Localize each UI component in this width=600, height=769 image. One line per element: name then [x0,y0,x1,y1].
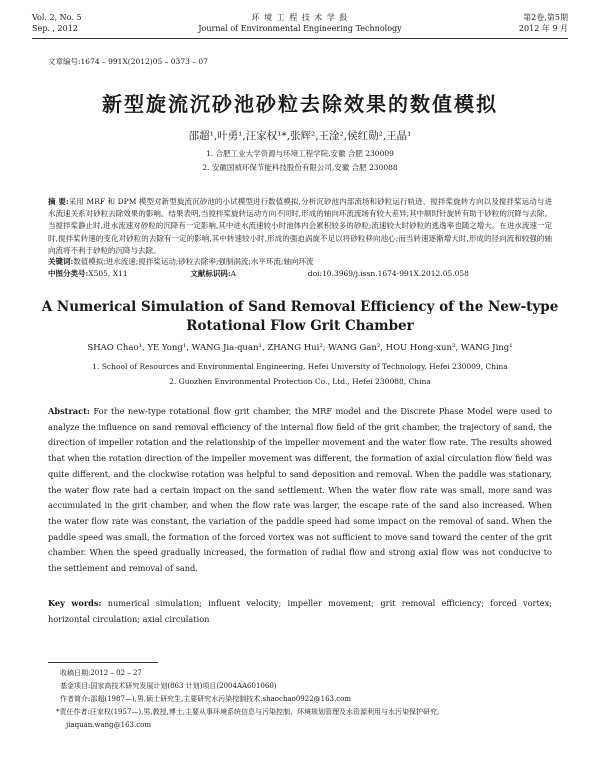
volume-issue: Vol. 2, No. 5 [32,13,82,22]
issue-date-cn: 2012 年 9 月 [518,24,568,33]
journal-name-en: Journal of Environmental Engineering Technology [198,24,402,33]
footnote-email: jiaquan.wang@163.com [66,721,151,729]
authors-en: SHAO Chao¹, YE Yong¹, WANG Jia-quan¹, ZHANG Hui², WANG Gan², HOU Hong-xun², WANG Jing¹ [87,343,513,353]
header-center [32,12,568,34]
keywords-en [48,596,552,627]
footnote-funding: 基金项目:国家高技术研究发展计划(863 计划)项目(2004AA601060) [60,682,277,690]
footnote-corresponding: *责任作者:汪家权(1957—),男,教授,博士,主要从事环境系统信息与污染控制、环境规划管理及水资源利用与水污染保护研究, [56,708,440,716]
doi: doi:10.3969/j.issn.1674-991X.2012.05.058 [307,269,469,278]
keywords-en-label: Key words: [48,598,102,608]
issue-date-en: Sep. , 2012 [32,24,78,33]
journal-name-cn: 环 境 工 程 技 术 学 报 [251,13,349,22]
title-en-line1: A Numerical Simulation of Sand Removal Efficiency of the New-type [41,299,559,315]
abstract-en-text: For the new-type rotational flow grit chamber, the MRF model and the Discrete Phase Model were used to analyze the influence on sand removal efficiency of the internal flow field of the grit chamber, the trajectory of sand, the direction of impeller rotation and the relationship of the impeller movement and the water flow rate. The results showed that when the rotation direction of the impeller movement was different, the formation of axial circulation flow field was quite different, and the clockwise rotation was helpful to sand deposition and removal. When the paddle was stationary, the water flow rate had a certain impact on the sand settlement. When the water flow rate was small, more sand was accumulated in the grit chamber, and when the flow rate was larger, the escape rate of the sand also increased. When the water flow rate was constant, the variation of the paddle speed had some impact on the removal of sand. When the paddle speed was small, the formation of the forced vortex was not sufficient to move sand toward the center of the grit chamber. When the speed gradually increased, the formation of radial flow and strong axial flow was not conducive to the settlement and removal of sand. [48,406,552,574]
classification-line [48,268,552,279]
abstract-cn-label: 摘 要: [48,197,69,206]
title-cn: 新型旋流沉砂池砂粒去除效果的数值模拟 [102,92,498,116]
footnote-received: 收稿日期:2012 – 02 – 27 [60,669,142,677]
clc-label: 中图分类号: [48,269,89,278]
keywords-cn-label: 关键词: [48,257,74,266]
abstract-en [48,404,552,577]
doc-code-label: 文献标识码: [190,269,231,278]
article-number: 文章编号:1674 – 991X(2012)05 – 0373 – 07 [48,57,208,66]
affiliation-en-1: 1. School of Resources and Environmental Engineering, Hefei University of Technology, Hefei 230009, China [92,362,508,371]
footnote-rule [48,662,158,663]
abstract-cn-text: 采用 MRF 和 DPM 模型对新型旋流沉砂池的小试模型进行数值模拟,分析沉砂池内部流场和砂粒运行轨迹、搅拌桨旋转方向以及搅拌桨运动与进水流速关系对砂粒去除效果的影响。结果表明,当搅拌桨旋转运动方向不同时,形成的轴向环流流场有较大差异,其中顺时针旋转有助于砂粒的沉降与去除。当搅拌桨静止时,进水流速对砂粒的沉降有一定影响,其中进水流速较小时池体内会累积较多的砂粒;流速较大时砂粒的逃逸率也随之增大。在进水流速一定时,搅拌桨转速的变化对砂粒的去除有一定的影响,其中转速较小时,形成的强迫涡旋不足以将砂粒移向池心;而当转速逐渐增大时,形成的径向流和较强的轴向流将不利于砂粒的沉降与去除。 [48,197,552,255]
abstract-en-label: Abstract: [48,406,90,416]
header-rule [32,38,568,39]
footnote-author-bio: 作者简介:邵超(1987—),男,硕士研究生,主要研究水污染控制技术,shaochao0922@163.com [60,695,352,703]
doc-code-value: A [230,269,237,278]
clc-value: X505, X11 [88,269,128,278]
affiliation-cn-2: 2. 安徽国祯环保节能科技股份有限公司,安徽 合肥 230088 [202,163,398,172]
authors-cn: 邵超¹,叶勇¹,汪家权¹*,张辉²,王淦²,侯红勋²,王晶¹ [188,130,412,142]
keywords-en-text: numerical simulation; influent velocity; impeller movement; grit removal efficiency; forced vortex; horizontal circulation; axial circulation [48,598,552,624]
affiliation-cn-1: 1. 合肥工业大学资源与环境工程学院,安徽 合肥 230009 [206,149,394,158]
keywords-cn-text: 数值模拟;进水流速;搅拌桨运动;砂粒去除率;强制涡流;水平环流;轴向环流 [73,257,314,266]
header-right [519,12,568,34]
affiliation-en-2: 2. Guozhen Environmental Protection Co., Ltd., Hefei 230088, China [169,377,431,386]
title-en [0,298,600,336]
abstract-cn [48,196,552,257]
keywords-cn [48,256,552,268]
volume-issue-cn: 第2卷,第5期 [523,13,568,22]
title-en-line2: Rotational Flow Grit Chamber [186,318,414,334]
